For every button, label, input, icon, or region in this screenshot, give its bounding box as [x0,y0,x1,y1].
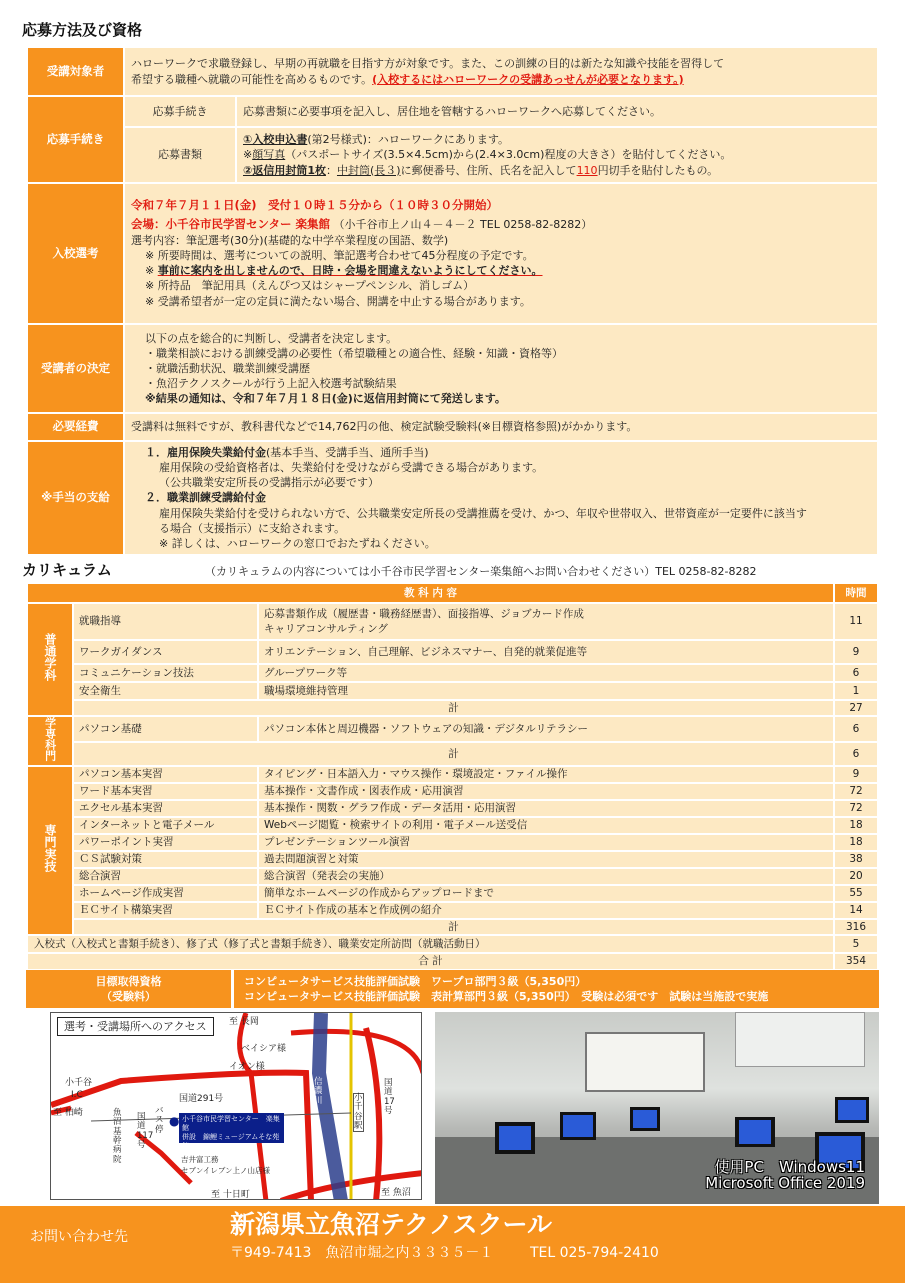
envelope-size: 中封筒(長３) [336,163,401,177]
subject-name: ＣＳ試験対策 [74,852,257,867]
allowance-text: 雇用保険の受給資格者は、失業給付を受けながら受講できる場合があります。 [159,461,544,475]
subject-name: パソコン基礎 [74,717,257,741]
map-label: 至 柏崎 [53,1108,83,1118]
subtotal-hours: 27 [835,701,877,715]
map-label: I.C [71,1090,83,1100]
school-tel: TEL 025-794-2410 [530,1245,659,1261]
map-label: 国道291号 [179,1094,224,1104]
exam-cell [125,184,877,323]
exam-note-4: ※ 受講希望者が一定の定員に満たない場合、開講を中止する場合があります。 [145,294,531,308]
subject-hours: 9 [835,641,877,663]
subject-content: 簡単なホームページの作成からアップロードまで [259,886,833,901]
target-label: 受講対象者 [28,48,123,95]
map-label: セブンイレブン上ノ山店様 [181,1166,271,1175]
target-cell [125,48,877,95]
subject-hours: 14 [835,903,877,918]
exam-note-1: ※ 所要時間は、選考についての説明、筆記選考合わせて45分程度の予定です。 [145,249,534,263]
subtotal-label: 計 [74,701,833,715]
other-activities: 入校式（入校式と書類手続き）、修了式（修了式と書類手続き）、職業安定所訪問（就職活動日） [28,936,833,952]
map-label: 至 長岡 [229,1017,259,1027]
map-label: 国道117号 [137,1112,154,1151]
documents-cell [237,128,877,182]
subject-hours: 9 [835,767,877,782]
subject-content: オリエンテーション、自己理解、ビジネスマナー、自発的就業促進等 [259,641,833,663]
procedure-label: 応募手続き [28,97,123,182]
allowance-text: 雇用保険失業給付を受けられない方で、公共職業安定所長の受講推薦を受け、かつ、年収や世帯収入、世帯資産が一定要件に該当す [159,506,807,520]
subject-content: 職場環境維持管理 [259,683,833,699]
curriculum-note: （カリキュラムの内容については小千谷市民学習センター楽集館へお問い合わせください）TEL 0258-82-8282 [205,565,757,578]
footer [0,1206,905,1283]
subject-name: エクセル基本実習 [74,801,257,816]
decision-item: ・魚沼テクノスクールが行う上記入校選考試験結果 [145,377,397,391]
exam-content: 選考内容：筆記選考(30分)(基礎的な中学卒業程度の国語、数学) [131,233,449,247]
exam-note-3: ※ 所持品 筆記用具（えんぴつ又はシャープペンシル、消しゴム） [145,279,475,293]
subject-hours: 72 [835,801,877,816]
cost-text: 受講料は無料ですが、教科書代などで14,762円の他、検定試験受験料(※目標資格参照)がかかります。 [125,414,877,440]
subject-hours: 38 [835,852,877,867]
decision-item: ・職業相談における訓練受講の必要性（希望職種との適合性、経験・知識・資格等） [145,346,563,360]
classroom-photo [435,1012,879,1204]
decision-label: 受講者の決定 [28,325,123,412]
school-name: 新潟県立魚沼テクノスクール [230,1210,553,1239]
apply-section-title: 応募方法及び資格 [22,21,143,39]
subject-hours: 18 [835,818,877,833]
map-label: 吉井富工務 [181,1155,219,1164]
subject-content: 基本操作・関数・グラフ作成・データ活用・応用演習 [259,801,833,816]
goal-label: 目標取得資格 [95,975,162,988]
other-hours: 5 [835,936,877,952]
subject-content: 過去問題演習と対策 [259,852,833,867]
decision-cell [125,325,877,412]
venue-label: 小千谷市民学習センター 楽集館 併設 錦鯉ミュージアムそな苑館 [182,1115,280,1151]
stamp-note: 円切手を貼付したもの。 [597,163,719,177]
content-header: 教 科 内 容 [28,584,833,602]
map-label: 魚沼基幹病院 [113,1108,122,1165]
goal-fee-label: （受験料） [101,990,156,1004]
subtotal-label: 計 [74,743,833,764]
map-title: 選考・受講場所へのアクセス [57,1017,214,1036]
allowance-heading-2: ２．職業訓練受講給付金 [145,491,266,505]
map-label: バス停 [155,1106,164,1135]
subject-hours: 11 [835,604,877,639]
curriculum-table [26,582,879,971]
exam-date: 令和７年７月１１日(金) 受付１０時１５分から（１０時３０分開始） [131,198,499,213]
subject-hours: 6 [835,717,877,741]
subject-name: ＥＣサイト構築実習 [74,903,257,918]
subject-name: 総合演習 [74,869,257,884]
envelope-note: に郵便番号、住所、氏名を記入して [400,163,577,177]
access-map [50,1012,422,1200]
colon: ： [325,163,337,177]
procedure-sub-label: 応募手続き [125,97,235,126]
subject-name: ワークガイダンス [74,641,257,663]
map-label: 至 十日町 [211,1190,250,1200]
school-address: 〒949-7413 魚沼市堀之内３３３５－１ [230,1245,494,1261]
map-label: 小千谷 [65,1078,93,1088]
subject-content: 総合演習（発表会の実施） [259,869,833,884]
map-label: 国道17号 [384,1078,395,1117]
map-label: 至 魚沼 [381,1188,411,1198]
map-label: 信濃川 [314,1077,323,1106]
hours-header: 時間 [835,584,877,602]
subject-hours: 55 [835,886,877,901]
subject-content: 応募書類作成（履歴書・職務経歴書）、面接指導、ジョブカード作成 キャリアコンサルティング [259,604,833,639]
allowance-text: （公共職業安定所長の受講指示が必要です） [159,476,379,490]
goal-box [26,970,879,1008]
category-general: 普通学科 [28,604,72,715]
target-text-2: 希望する職種へ就職の可能性を高めるものです。 [131,72,373,86]
allowance-text: る場合（支援指示）に支給されます。 [159,521,346,535]
subject-hours: 18 [835,835,877,850]
map-label: 小千谷駅 [354,1093,363,1132]
subject-hours: 72 [835,784,877,799]
photo-label: 顔写真 [252,148,286,162]
subject-name: 就職指導 [74,604,257,639]
allowance-text: ※ 詳しくは、ハローワークの窓口でおたずねください。 [159,536,436,550]
subject-content: タイピング・日本語入力・マウス操作・環境設定・ファイル操作 [259,767,833,782]
allowance-cell [125,442,877,554]
grand-total-hours: 354 [835,954,877,968]
target-note: (入校するにはハローワークの受講あっせんが必要となります。) [372,72,684,86]
subtotal-hours: 6 [835,743,877,764]
subject-content: グループワーク等 [259,665,833,681]
contact-label: お問い合わせ先 [30,1229,128,1245]
photo-mark: ※ [243,148,253,162]
subject-hours: 20 [835,869,877,884]
photo-note: （パスポートサイズ(3.5×4.5cm)から(2.4×3.0cm)程度の大きさ）を貼付してください。 [285,148,732,162]
decision-text: 以下の点を総合的に判断し、受講者を決定します。 [145,331,398,345]
application-form: ①入校申込書 [243,133,308,147]
exam-label: 入校選考 [28,184,123,323]
subject-content: Webページ閲覧・検索サイトの利用・電子メール送受信 [259,818,833,833]
subject-name: インターネットと電子メール [74,818,257,833]
exam-note-2-mark: ※ [145,264,158,278]
subject-name: 安全衛生 [74,683,257,699]
subtotal-hours: 316 [835,920,877,934]
allowance-heading-1: １．雇用保険失業給付金 [145,445,266,459]
subject-content: ＥＣサイト作成の基本と作成例の紹介 [259,903,833,918]
subject-name: ワード基本実習 [74,784,257,799]
exam-address: （小千谷市上ノ山４－４－２ TEL 0258-82-8282） [333,218,593,232]
subject-content: 基本操作・文書作成・図表作成・応用演習 [259,784,833,799]
decision-notice: ※結果の通知は、令和７年７月１８日(金)に返信用封筒にて発送します。 [145,392,506,406]
category-academic: 学専科門 [28,717,72,764]
grand-total-label: 合 計 [28,954,833,968]
goal-line-2: コンピュータサービス技能評価試験 表計算部門３級（5,350円） 受験は必須です 試験は当施設で実施 [244,990,769,1004]
apply-table [26,46,879,556]
goal-line-1: コンピュータサービス技能評価試験 ワープロ部門３級（5,350円） [244,975,587,988]
subject-content: パソコン本体と周辺機器・ソフトウェアの知識・デジタルリテラシー [259,717,833,741]
map-label: ベイシア様 [241,1044,287,1054]
subject-content: プレゼンテーションツール演習 [259,835,833,850]
application-form-note: (第2号様式)：ハローワークにあります。 [307,133,510,147]
decision-item: ・就職活動状況、職業訓練受講歴 [145,361,310,375]
documents-sub-label: 応募書類 [125,128,235,182]
allowance-label: ※手当の支給 [28,442,123,554]
subject-name: コミュニケーション技法 [74,665,257,681]
exam-venue: 会場：小千谷市民学習センター 楽集館 [131,217,331,232]
subject-hours: 1 [835,683,877,699]
category-practical: 専門実技 [28,767,72,934]
photo-caption: 使用PC Windows11 Microsoft Office 2019 [705,1158,865,1192]
subject-name: パワーポイント実習 [74,835,257,850]
subject-name: パソコン基本実習 [74,767,257,782]
subtotal-label: 計 [74,920,833,934]
procedure-text: 応募書類に必要事項を記入し、居住地を管轄するハローワークへ応募してください。 [237,97,877,126]
location-pin-icon: ● [169,1114,180,1128]
subject-hours: 6 [835,665,877,681]
stamp-value: 110 [576,163,598,177]
subject-name: ホームページ作成実習 [74,886,257,901]
cost-label: 必要経費 [28,414,123,440]
exam-note-2: 事前に案内を出しませんので、日時・会場を間違えないようにしてください。 [157,264,543,278]
return-envelope: ②返信用封筒1枚 [243,163,326,177]
allowance-heading-1-note: (基本手当、受講手当、通所手当) [266,445,429,459]
map-label: イオン様 [229,1062,265,1072]
curriculum-section-title: カリキュラム [22,561,112,579]
target-text: ハローワークで求職登録し、早期の再就職を目指す方が対象です。また、この訓練の目的は新たな知識や技能を習得して [131,57,725,71]
